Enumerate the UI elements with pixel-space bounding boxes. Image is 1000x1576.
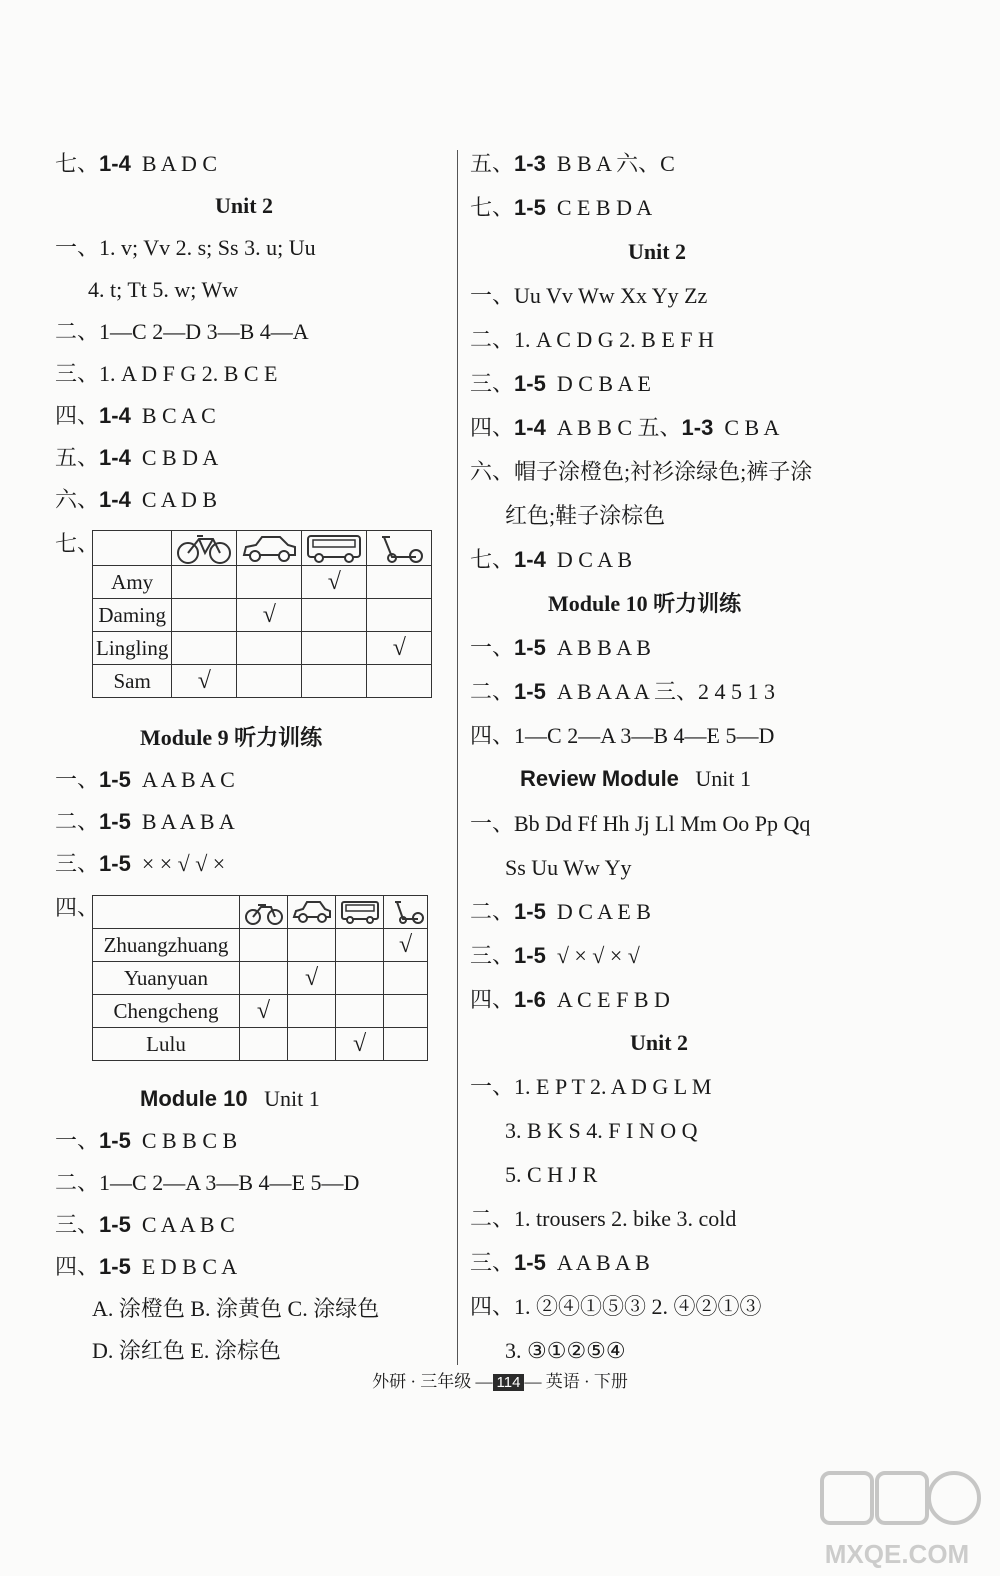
check-mark: √: [336, 1028, 384, 1061]
table-header-row: [93, 896, 428, 929]
answer-line: 三、1-5 √ × √ × √: [470, 943, 640, 968]
section-heading: Module 10 听力训练: [548, 591, 742, 616]
answer-line: 三、1-5 A A B A B: [470, 1250, 650, 1275]
answer-line: 五、1-3 B B A 六、C: [470, 151, 675, 176]
section-heading: Module 10 Unit 1: [140, 1086, 320, 1111]
answer-table: [92, 895, 428, 1061]
answer-line: 六、帽子涂橙色;衬衫涂绿色;裤子涂: [470, 459, 813, 484]
answer-line: 一、1-5 C B B C B: [55, 1128, 238, 1153]
answer-line: 七、1-4 D C A B: [470, 547, 633, 572]
answer-line: 3. ③①②⑤④: [505, 1338, 626, 1363]
answer-line: 二、1-5 A B A A A 三、2 4 5 1 3: [470, 679, 776, 704]
answer-line: 七、1-5 C E B D A: [470, 195, 653, 220]
watermark-logo: MXQE.COM: [812, 1465, 982, 1570]
answer-line: 一、1-5 A A B A C: [55, 767, 235, 792]
watermark-icon: [812, 1465, 982, 1540]
check-mark: √: [384, 929, 428, 962]
answer-line: 三、1-5 × × √ √ ×: [55, 851, 226, 876]
section-heading: Unit 2: [628, 239, 687, 264]
answer-line: 二、1. A C D G 2. B E F H: [470, 327, 714, 352]
answer-line: 二、1. trousers 2. bike 3. cold: [470, 1206, 737, 1231]
answer-line: 三、1-5 C A A B C: [55, 1212, 235, 1237]
answer-line: 四、1-5 E D B C A: [55, 1254, 238, 1279]
answer-number: 四、: [55, 895, 100, 920]
answer-line: 一、1-5 A B B A B: [470, 635, 651, 660]
page-number: 114: [493, 1374, 525, 1391]
answer-line: 三、1. A D F G 2. B C E: [55, 361, 278, 386]
answer-line: 四、1-6 A C E F B D: [470, 987, 670, 1012]
answer-line: 二、1-5 D C A E B: [470, 899, 651, 924]
table-row: Daming √: [93, 599, 432, 632]
answer-line: D. 涂红色 E. 涂棕色: [92, 1338, 281, 1363]
answer-line: 三、1-5 D C B A E: [470, 371, 651, 396]
table-header-row: [93, 531, 432, 566]
check-mark: √: [367, 632, 432, 665]
answer-line: 一、Bb Dd Ff Hh Jj Ll Mm Oo Pp Qq: [470, 811, 811, 836]
table-row: Lulu √: [93, 1028, 428, 1061]
table-row: Sam √: [93, 665, 432, 698]
answer-line: 四、1-4 B C A C: [55, 403, 216, 428]
car-icon: [288, 896, 336, 929]
answer-line: 红色;鞋子涂棕色: [505, 503, 666, 528]
answer-line: 四、1—C 2—A 3—B 4—E 5—D: [470, 723, 775, 748]
table-row: Amy √: [93, 566, 432, 599]
answer-line: 4. t; Tt 5. w; Ww: [88, 277, 239, 302]
column-divider: [457, 150, 458, 1365]
answer-line: 二、1—C 2—A 3—B 4—E 5—D: [55, 1170, 360, 1195]
motorbike-icon: [240, 896, 288, 929]
check-mark: √: [288, 962, 336, 995]
answer-line: 二、1-5 B A A B A: [55, 809, 235, 834]
answer-line: 5. C H J R: [505, 1162, 598, 1187]
check-mark: √: [240, 995, 288, 1028]
answer-line: 二、1—C 2—D 3—B 4—A: [55, 319, 309, 344]
answer-line: 一、Uu Vv Ww Xx Yy Zz: [470, 283, 708, 308]
page-footer: 外研 · 三年级 — 114 — 英语 · 下册: [372, 1372, 628, 1391]
answer-line: 3. B K S 4. F I N O Q: [505, 1118, 698, 1143]
answer-line: A. 涂橙色 B. 涂黄色 C. 涂绿色: [92, 1296, 380, 1321]
section-heading: Review Module Unit 1: [520, 766, 752, 791]
section-heading: Unit 2: [630, 1030, 689, 1055]
answer-line: 七、1-4 B A D C: [55, 151, 218, 176]
section-heading: Module 9 听力训练: [140, 725, 323, 750]
answer-line: Ss Uu Ww Yy: [505, 855, 632, 880]
check-mark: √: [237, 599, 302, 632]
answer-line: 一、1. E P T 2. A D G L M: [470, 1074, 712, 1099]
check-mark: √: [172, 665, 237, 698]
answer-line: 一、1. v; Vv 2. s; Ss 3. u; Uu: [55, 235, 316, 260]
car-icon: [237, 531, 302, 566]
answer-number: 七、: [55, 531, 100, 556]
bus-icon: [336, 896, 384, 929]
check-mark: √: [302, 566, 367, 599]
answer-table: [92, 530, 432, 698]
bike-icon: [172, 531, 237, 566]
answer-line: 五、1-4 C B D A: [55, 445, 219, 470]
bus-icon: [302, 531, 367, 566]
section-heading: Unit 2: [215, 193, 274, 218]
answer-line: 六、1-4 C A D B: [55, 487, 218, 512]
answer-line: 四、1. ②④①⑤③ 2. ④②①③: [470, 1294, 762, 1319]
table-row: Zhuangzhuang √: [93, 929, 428, 962]
table-row: Chengcheng √: [93, 995, 428, 1028]
table-row: Lingling √: [93, 632, 432, 665]
table-row: Yuanyuan √: [93, 962, 428, 995]
scooter-icon: [384, 896, 428, 929]
scooter-icon: [367, 531, 432, 566]
answer-line: 四、1-4 A B B C 五、1-3 C B A: [470, 415, 780, 440]
